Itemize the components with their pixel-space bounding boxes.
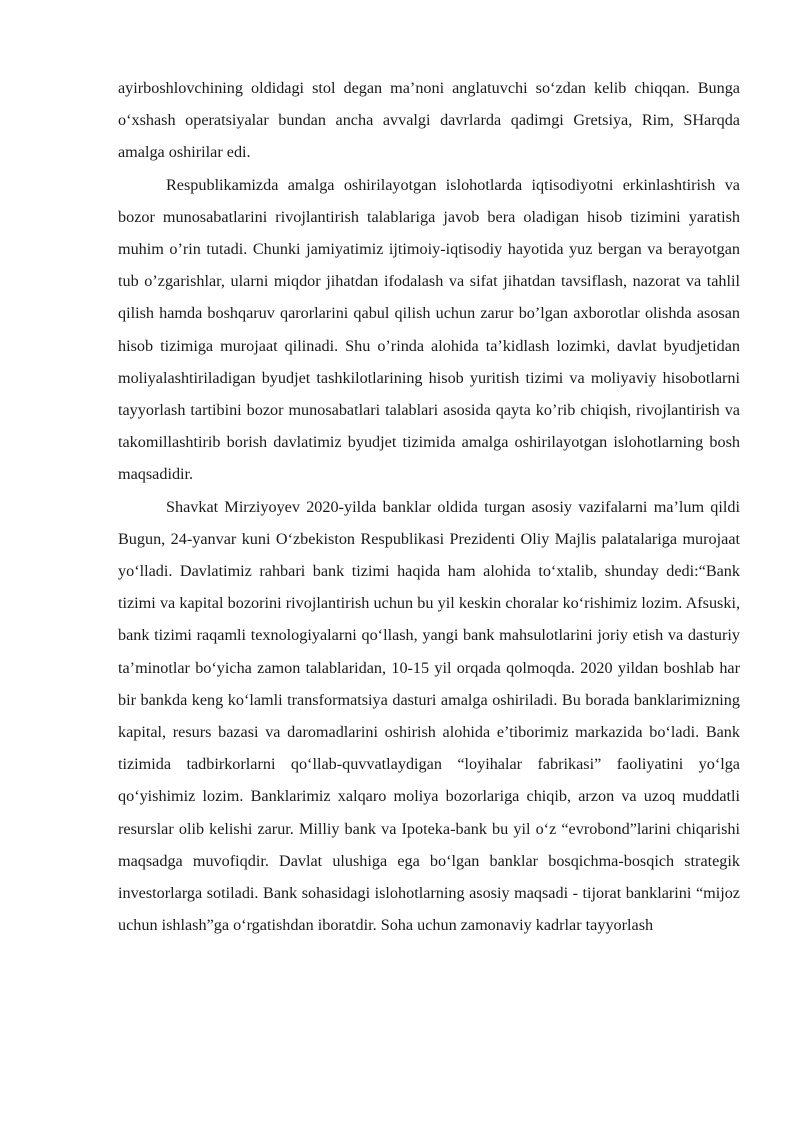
- paragraph-accounting-reforms: Respublikamizda amalga oshirilayotgan islohotlarda iqtisodiyotni erkinlashtirish va bozor munosabatlarini rivojlantirish talablariga javob bera oladigan hisob tizimini yaratish muhim o’rin tutadi. Chunki jamiyatimiz ijtimoiy-iqtisodiy hayotida yuz bergan va berayotgan tub o’zgarishlar, ularni miqdor jihatdan ifodalash va sifat jihatdan tavsiflash, nazorat va tahlil qilish hamda boshqaruv qarorlarini qabul qilish uchun zarur bo’lgan axborotlar olishda asosan hisob tizimiga murojaat qilinadi. Shu o’rinda alohida ta’kidlash lozimki, davlat byudjetidan moliyalashtiriladigan byudjet tashkilotlarining hisob yuritish tizimi va moliyaviy hisobotlarni tayyorlash tartibini bozor munosabatlari talablari asosida qayta ko’rib chiqish, rivojlantirish va takomillashtirib borish davlatimiz byudjet tizimida amalga oshirilayotgan islohotlarning bosh maqsadidir.: [118, 175, 740, 484]
- paragraph-banking-tasks: Shavkat Mirziyoyev 2020-yilda banklar oldida turgan asosiy vazifalarni ma’lum qildi Bugun, 24-yanvar kuni O‘zbekiston Respublikasi Prezidenti Oliy Majlis palatalariga murojaat yo‘lladi. Davlatimiz rahbari bank tizimi haqida ham alohida to‘xtalib, shunday dedi:“Bank tizimi va kapital bozorini rivojlantirish uchun bu yil keskin choralar ko‘rishimiz lozim. Afsuski, bank tizimi raqamli texnologiyalarni qo‘llash, yangi bank mahsulotlarini joriy etish va dasturiy ta’minotlar bo‘yicha zamon talablaridan, 10-15 yil orqada qolmoqda. 2020 yildan boshlab har bir bankda keng ko‘lamli transformatsiya dasturi amalga oshiriladi. Bu borada banklarimizning kapital, resurs bazasi va daromadlarini oshirish alohida e’tiborimiz markazida bo‘ladi. Bank tizimida tadbirkorlarni qo‘llab-quvvatlaydigan “loyihalar fabrikasi” faoliyatini yo‘lga qo‘yishimiz lozim. Banklarimiz xalqaro moliya bozorlariga chiqib, arzon va uzoq muddatli resurslar olib kelishi zarur. Milliy bank va Ipoteka-bank bu yil o‘z “evrobond”larini chiqarishi maqsadga muvofiqdir. Davlat ulushiga ega bo‘lgan banklar bosqichma-bosqich strategik investorlarga sotiladi. Bank sohasidagi islohotlarning asosiy maqsadi - tijorat banklarini “mijoz uchun ishlash”ga o‘rgatishdan iboratdir. Soha uchun zamonaviy kadrlar tayyorlash: [118, 497, 740, 935]
- paragraph-continuation: ayirboshlovchining oldidagi stol degan ma’noni anglatuvchi so‘zdan kelib chiqqan. Bunga o‘xshash operatsiyalar bundan ancha avvalgi davrlarda qadimgi Gretsiya, Rim, SHarqda amalga oshirilar edi.: [118, 79, 740, 162]
- document-page: [118, 72, 740, 941]
